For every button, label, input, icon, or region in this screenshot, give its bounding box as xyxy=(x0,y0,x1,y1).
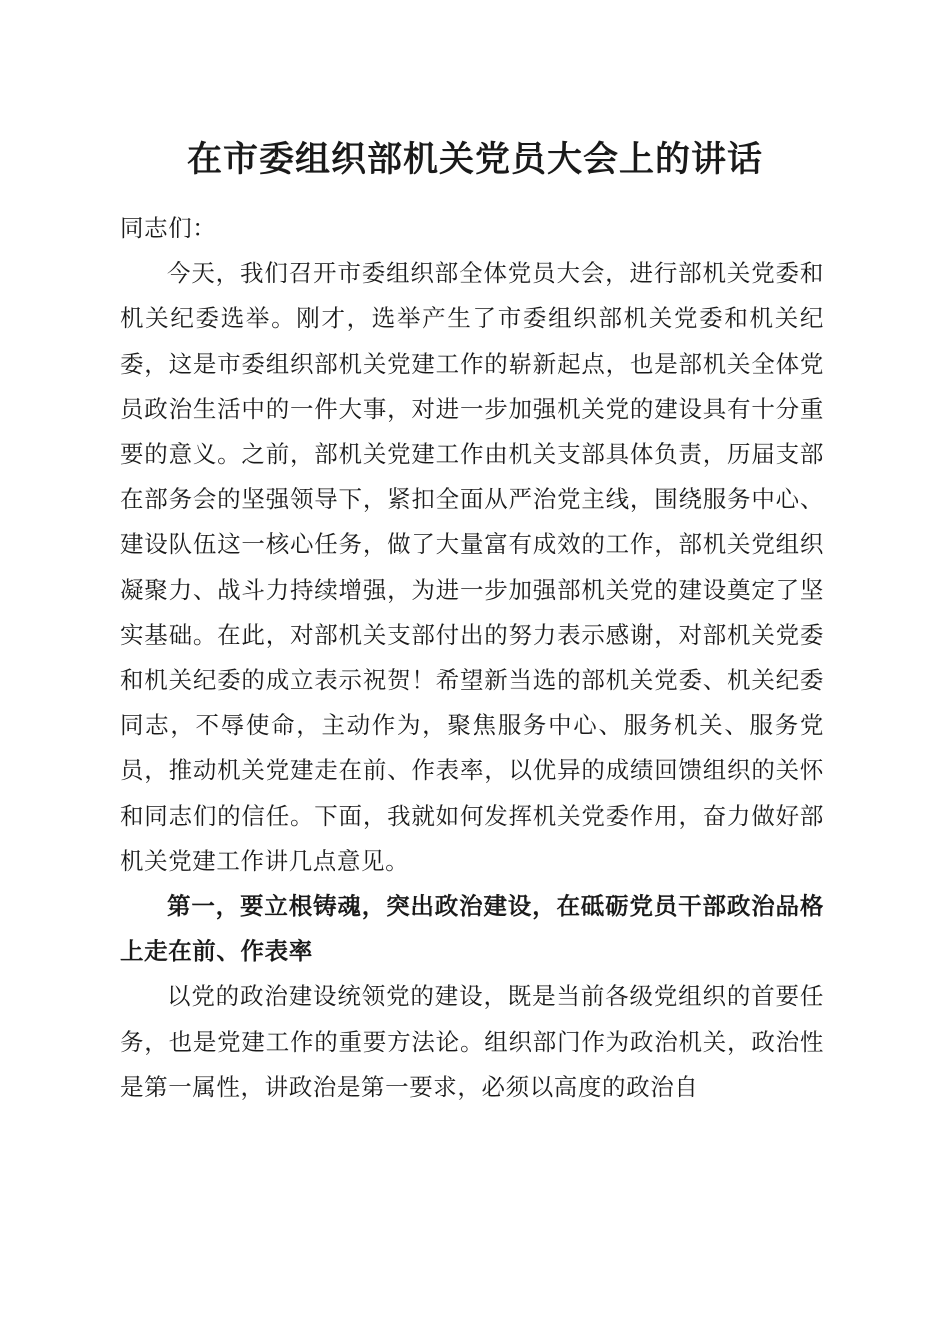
document-title: 在市委组织部机关党员大会上的讲话 xyxy=(186,139,763,180)
section-heading-1: 第一，要立根铸魂，突出政治建设，在砥砺党员干部政治品格上走在前、作表率 xyxy=(120,892,824,966)
document-body xyxy=(120,206,824,1110)
paragraph-section-1: 以党的政治建设统领党的建设，既是当前各级党组织的首要任务，也是党建工作的重要方法论。组织部门作为政治机关，政治性是第一属性，讲政治是第一要求，必须以高度的政治自 xyxy=(120,982,824,1101)
salutation: 同志们： xyxy=(120,214,217,242)
paragraph-intro: 今天，我们召开市委组织部全体党员大会，进行部机关党委和机关纪委选举。刚才，选举产生了市委组织部机关党委和机关纪委，这是市委组织部机关党建工作的崭新起点，也是部机关全体党员政治生活中的一件大事，对进一步加强机关党的建设具有十分重要的意义。之前，部机关党建工作由机关支部具体负责，历届支部在部务会的坚强领导下，紧扣全面从严治党主线，围绕服务中心、建设队伍这一核心任务，做了大量富有成效的工作，部机关党组织凝聚力、战斗力持续增强，为进一步加强部机关党的建设奠定了坚实基础。在此，对部机关支部付出的努力表示感谢，对部机关党委和机关纪委的成立表示祝贺！希望新当选的部机关党委、机关纪委同志，不辱使命，主动作为，聚焦服务中心、服务机关、服务党员，推动机关党建走在前、作表率，以优异的成绩回馈组织的关怀和同志们的信任。下面，我就如何发挥机关党委作用，奋力做好部机关党建工作讲几点意见。 xyxy=(120,259,824,875)
